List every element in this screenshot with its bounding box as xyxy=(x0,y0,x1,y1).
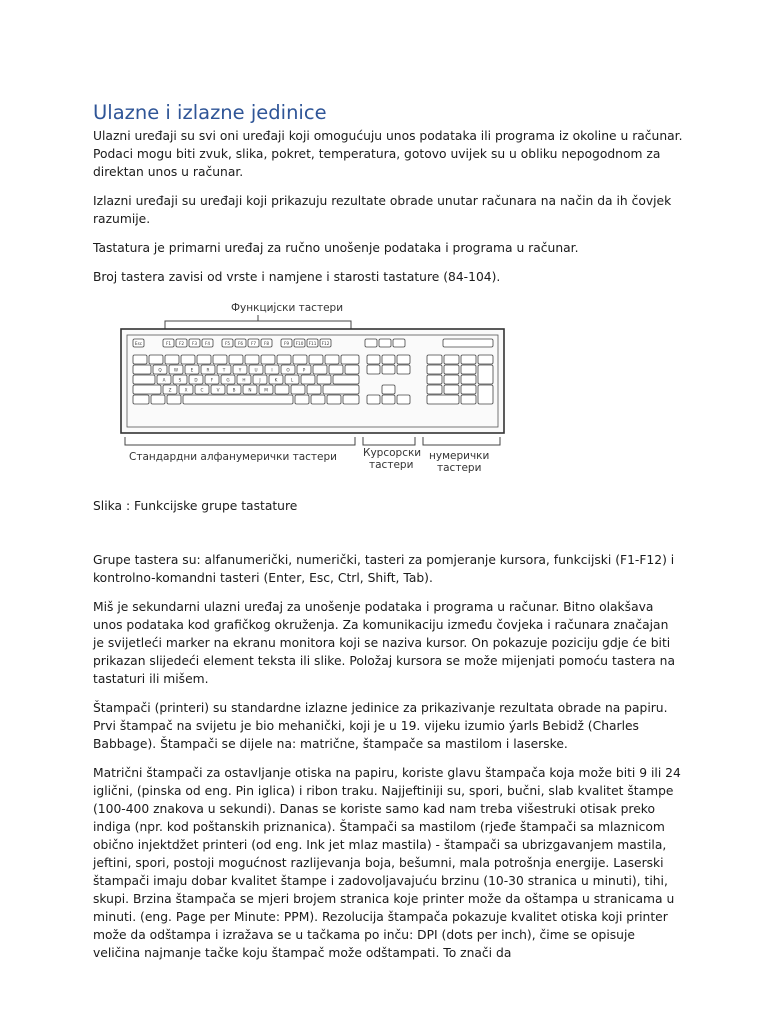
key-number xyxy=(229,355,243,364)
key-f4-label: F4 xyxy=(204,341,211,346)
bracket-alpha xyxy=(125,437,355,445)
keyboard-diagram xyxy=(113,297,533,487)
key-numpad-dot xyxy=(461,395,476,404)
key-x-label: X xyxy=(184,387,188,393)
key-numpad xyxy=(461,365,476,374)
key-s-label: S xyxy=(178,377,182,383)
label-function-keys: Функцијски тастери xyxy=(231,302,344,314)
key-u-label: U xyxy=(254,367,258,373)
key-f12-label: F12 xyxy=(321,341,330,346)
paragraph: Matrični štampači za ostavljanje otiska na papiru, koriste glavu štampača koja može biti 9 ili 24 iglični, (pinska od eng. Pin iglica) i ribon traku. Najjeftiniji su, spori, bučni, slab kvalitet štampe (100-400 znakova u sekundi). Danas se koriste samo kad nam treba višestruki otisak preko indiga (npr. kod poštanskih priznanica). Štampači sa mastilom (rjeđe štampači sa mlaznicom obično injektdžet printeri (od eng. Ink jet mlaz mastila) - štampači sa ubrizgavanjem mastila, jeftini, spori, postoji mogućnost razlijevanja boja, bešumni, mala potrošnja energije. Laserski štampači imaju dobar kvalitet štampe i zadovoljavajuću brzinu (10-30 stranica u minuti), tihi, skupi. Brzina štampača se mjeri brojem stranica koje printer može da oštampa u stranicama u minuti. (eng. Page per Minute: PPM). Rezolucija štampača pokazuje kvalitet otiska koji printer može da odštampa i izražava se u tačkama po inču: DPI (dots per inch), čime se opisuje veličina najmanje tačke koju štampač može odštampati. To znači da xyxy=(93,766,681,960)
key-numpad xyxy=(444,355,459,364)
key-number xyxy=(245,355,259,364)
key-arrow-left xyxy=(367,395,380,404)
key-symbol xyxy=(275,385,289,394)
key-f3-label: F3 xyxy=(191,341,198,346)
paragraph: Broj tastera zavisi od vrste i namjene i starosti tastature (84-104). xyxy=(93,270,501,284)
key-esc-label: Esc xyxy=(134,341,143,346)
paragraph: Štampači (printeri) su standardne izlazne jedinice za prikazivanje rezultata obrade na papiru. Prvi štampač na svijetu je bio mehanički, koji je u 19. vijeku izumio ýarls Bebidž (Charles Babbage). Štampači se dijele na: matrične, štampače sa mastilom i laserske. xyxy=(93,701,668,751)
key-arrow-up xyxy=(382,385,395,394)
key-numpad-0 xyxy=(427,395,459,404)
key-number xyxy=(133,355,147,364)
key-numpad xyxy=(427,365,442,374)
key-navigation xyxy=(397,365,410,374)
key-y-label: Y xyxy=(238,367,242,373)
key-symbol xyxy=(291,385,305,394)
key-alt xyxy=(295,395,309,404)
key-arrow-down xyxy=(382,395,395,404)
key-f8-label: F8 xyxy=(263,341,270,346)
key-space xyxy=(183,395,293,404)
key-number xyxy=(325,355,339,364)
label-alpha-keys: Стандардни алфанумерички тастери xyxy=(129,451,337,463)
key-system xyxy=(379,339,391,347)
key-a-label: A xyxy=(162,377,166,383)
key-system xyxy=(365,339,377,347)
key-f-label: F xyxy=(210,377,214,383)
key-t-label: T xyxy=(222,367,226,373)
key-enter xyxy=(333,375,359,384)
key-shift-right xyxy=(323,385,359,394)
key-number xyxy=(277,355,291,364)
label-numeric-keys-1: нумерички xyxy=(429,450,490,462)
key-symbol xyxy=(329,365,343,374)
key-o-label: O xyxy=(286,367,290,373)
key-numpad xyxy=(478,355,493,364)
key-numpad xyxy=(427,385,442,394)
key-navigation xyxy=(382,355,395,364)
key-c-label: C xyxy=(200,387,204,393)
key-number xyxy=(293,355,307,364)
key-win xyxy=(311,395,325,404)
paragraph: Izlazni uređaji su uređaji koji prikazuju rezultate obrade unutar računara na način da ih čovjek razumije. xyxy=(93,194,672,226)
key-ctrl xyxy=(343,395,359,404)
label-cursor-keys-2: тастери xyxy=(369,459,414,471)
key-r-label: R xyxy=(206,367,210,373)
keyboard-figure xyxy=(113,297,533,487)
key-l-label: L xyxy=(290,377,294,383)
key-numpad xyxy=(461,385,476,394)
key-f9-label: F9 xyxy=(283,341,290,346)
key-numpad-enter xyxy=(478,385,493,404)
key-numpad xyxy=(427,375,442,384)
key-k-label: K xyxy=(274,377,278,383)
key-numpad xyxy=(444,385,459,394)
key-tab xyxy=(133,365,151,374)
paragraph: Ulazni uređaji su svi oni uređaji koji omogućuju unos podataka ili programa iz okoline u računar. Podaci mogu biti zvuk, slika, pokret, temperatura, gotovo uvijek su u obliku nepogodnom za direktan unos u računar. xyxy=(93,129,683,179)
key-win xyxy=(151,395,165,404)
key-number xyxy=(197,355,211,364)
key-d-label: D xyxy=(194,377,198,383)
paragraph: Tastatura je primarni uređaj za ručno unošenje podataka i programa u računar. xyxy=(93,241,579,255)
key-f7-label: F7 xyxy=(250,341,257,346)
key-p-label: P xyxy=(302,367,306,373)
key-numpad xyxy=(461,355,476,364)
key-v-label: V xyxy=(216,387,220,393)
key-alt xyxy=(167,395,181,404)
key-f11-label: F11 xyxy=(308,341,317,346)
key-menu xyxy=(327,395,341,404)
key-f6-label: F6 xyxy=(237,341,244,346)
key-symbol xyxy=(307,385,321,394)
key-number xyxy=(261,355,275,364)
key-i-label: I xyxy=(271,367,273,373)
key-navigation xyxy=(382,365,395,374)
bracket-cursor xyxy=(363,437,415,445)
key-numpad xyxy=(444,365,459,374)
bracket-numeric xyxy=(423,437,500,445)
key-numpad-plus xyxy=(478,365,493,384)
key-q-label: Q xyxy=(158,367,162,373)
key-ctrl xyxy=(133,395,149,404)
figure-caption: Slika : Funkcijske grupe tastature xyxy=(93,499,298,513)
key-symbol xyxy=(301,375,315,384)
key-numpad xyxy=(444,375,459,384)
key-number xyxy=(149,355,163,364)
key-h-label: H xyxy=(242,377,246,383)
key-shift-left xyxy=(133,385,161,394)
key-f5-label: F5 xyxy=(224,341,231,346)
key-system xyxy=(393,339,405,347)
label-numeric-keys-2: тастери xyxy=(437,462,482,474)
key-backspace xyxy=(341,355,359,364)
key-z-label: Z xyxy=(168,387,172,393)
key-numpad xyxy=(461,375,476,384)
key-b-label: B xyxy=(232,387,236,393)
document-content xyxy=(93,100,683,973)
key-numpad xyxy=(427,355,442,364)
key-f10-label: F10 xyxy=(295,341,304,346)
key-number xyxy=(309,355,323,364)
key-navigation xyxy=(397,355,410,364)
key-m-label: M xyxy=(264,387,268,393)
key-symbol xyxy=(317,375,331,384)
key-number xyxy=(181,355,195,364)
key-capslock xyxy=(133,375,155,384)
key-navigation xyxy=(367,355,380,364)
key-w-label: W xyxy=(173,367,179,373)
key-g-label: G xyxy=(226,377,230,383)
status-lights xyxy=(443,339,493,347)
key-symbol xyxy=(313,365,327,374)
key-number xyxy=(165,355,179,364)
paragraph: Miš je sekundarni ulazni uređaj za unošenje podataka i programa u računar. Bitno olakšava unos podataka kod grafičkog okruženja. Za komunikaciju između čovjeka i računara značajan je svijetleći marker na ekranu monitora koji se naziva kursor. On pokazuje poziciju gdje će biti prikazan slijedeći element teksta ili slike. Položaj kursora se može mijenjati pomoću tastera na tastaturi ili mišem. xyxy=(93,600,675,686)
paragraph: Grupe tastera su: alfanumerički, numerički, tasteri za pomjeranje kursora, funkcijski (F1-F12) i kontrolno-komandni tasteri (Enter, Esc, Ctrl, Shift, Tab). xyxy=(93,553,675,585)
key-symbol xyxy=(345,365,359,374)
key-arrow-right xyxy=(397,395,410,404)
key-j-label: J xyxy=(259,377,261,383)
label-cursor-keys-1: Курсорски xyxy=(363,447,422,459)
key-e-label: E xyxy=(190,367,194,373)
key-navigation xyxy=(367,365,380,374)
key-number xyxy=(213,355,227,364)
key-f2-label: F2 xyxy=(178,341,185,346)
key-f1-label: F1 xyxy=(165,341,172,346)
key-n-label: N xyxy=(248,387,252,393)
page-title: Ulazne i izlazne jedinice xyxy=(93,101,327,124)
